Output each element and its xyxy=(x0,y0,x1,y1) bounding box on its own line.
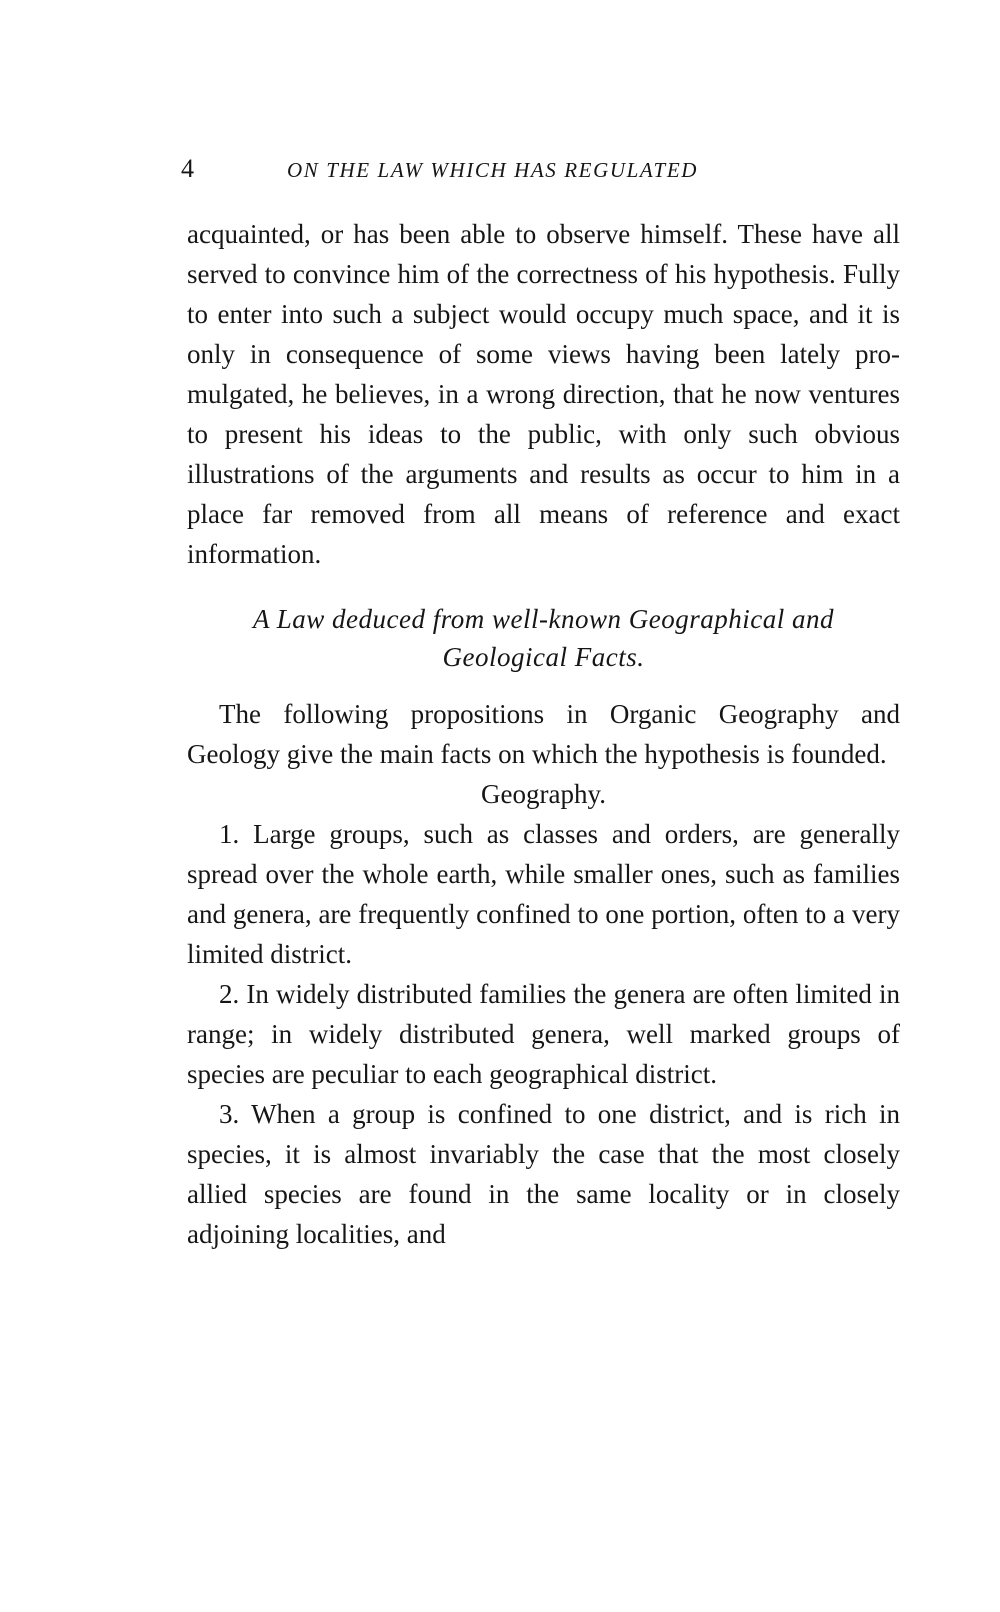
section-heading-line-1: A Law deduced from well-known Geographical and xyxy=(253,604,834,634)
intro-paragraph: acquainted, or has been able to observe himself. These have all served to convince him of the correctness of his hypothesis. Fully to enter into such a subject would occupy much space, and it is only in consequence of some views having been lately promulgated, he believes, in a wrong direction, that he now ventures to present his ideas to the public, with only such obvious illustrations of the arguments and results as occur to him in a place far removed from all means of reference and exact information. xyxy=(187,219,900,569)
section-heading xyxy=(187,600,900,676)
proposition-2: 2. In widely distributed families the genera are often limited in range; in widely distributed genera, well marked groups of species are peculiar to each geographical district. xyxy=(187,979,900,1089)
page-number: 4 xyxy=(181,154,194,183)
proposition-3: 3. When a group is confined to one district, and is rich in species, it is almost invariably the case that the most closely allied species are found in the same locality or in closely adjoining localities, and xyxy=(187,1099,900,1249)
geography-subheading: Geography. xyxy=(481,779,606,809)
body-text xyxy=(187,214,900,1254)
running-head xyxy=(181,152,901,192)
running-title: ON THE LAW WHICH HAS REGULATED xyxy=(287,158,699,182)
section-heading-line-2: Geological Facts. xyxy=(442,642,645,672)
proposition-1: 1. Large groups, such as classes and orders, are generally spread over the whole earth, while smaller ones, such as families and genera, are frequently confined to one portion, often to a very limited district. xyxy=(187,819,900,969)
propositions-intro-paragraph: The following propositions in Organic Geography and Geology give the main facts on which the hypothesis is founded. xyxy=(187,699,900,769)
